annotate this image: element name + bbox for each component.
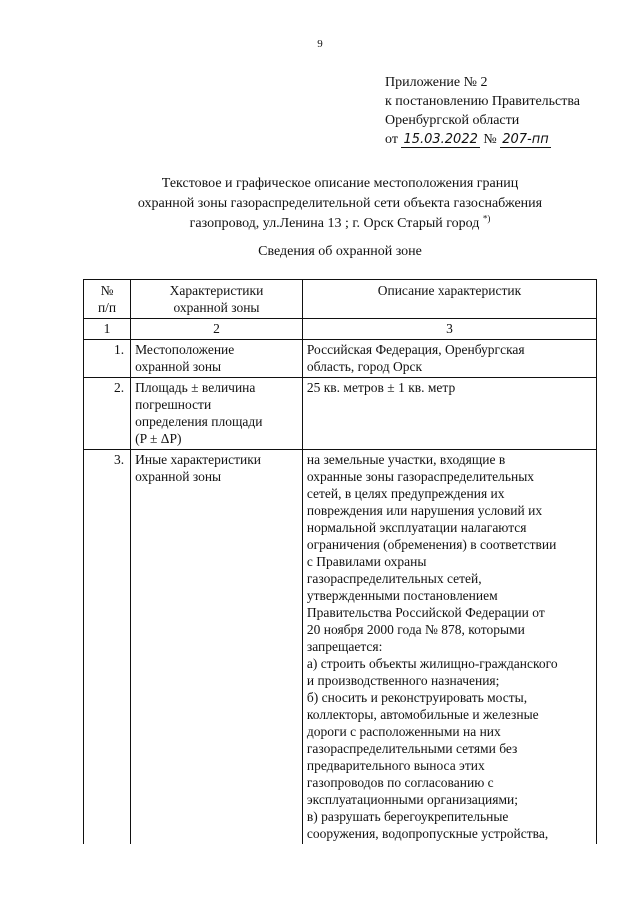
cell-line: эксплуатационными организациями; [306, 792, 518, 807]
header-number [84, 280, 131, 319]
cell-line: б) сносить и реконструировать мосты, [306, 690, 528, 705]
cell-line: газораспределительных сетей, [306, 571, 482, 586]
appendix-date: 15.03.2022 [403, 132, 478, 147]
cell-line: охранной зоны [135, 359, 222, 374]
appendix-block [385, 73, 580, 149]
cell-line: (P ± ΔP) [135, 431, 182, 446]
cell-line: утвержденными постановлением [306, 588, 498, 603]
title-line-3-text: газопровод, ул.Ленина 13 ; г. Орск Старый город [189, 216, 480, 231]
index-cell: 3 [302, 319, 596, 340]
cell-line: нормальной эксплуатации налагаются [306, 520, 527, 535]
footnote-mark: *) [482, 213, 491, 224]
header-characteristics-line-2: охранной зоны [173, 300, 260, 315]
header-number-line-1: № [100, 283, 114, 298]
cell-line: 20 ноября 2000 года № 878, которыми [306, 622, 525, 637]
header-characteristics [131, 280, 303, 319]
cell-line: охранные зоны газораспределительных [306, 469, 535, 484]
table-index-row [84, 319, 597, 340]
cell-line: сооружения, водопропускные устройства, [306, 826, 549, 841]
page-number: 9 [317, 38, 323, 50]
cell-line: Площадь ± величина [135, 380, 256, 395]
cell-line: газораспределительными сетями без [306, 741, 518, 756]
cell-line: с Правилами охраны [306, 554, 427, 569]
cell-line: ограничения (обременения) в соответствии [306, 537, 557, 552]
title-line-2: охранной зоны газораспределительной сети объекта газоснабжения [137, 196, 543, 211]
row-number: 2. [84, 378, 131, 450]
cell-line: Иные характеристики [135, 452, 261, 467]
header-description: Описание характеристик [302, 280, 596, 319]
cell-line: а) строить объекты жилищно-гражданского [306, 656, 558, 671]
protection-zone-table [83, 279, 597, 844]
header-characteristics-line-1: Характеристики [169, 283, 264, 298]
cell-line: Местоположение [135, 342, 235, 357]
cell-line: запрещается: [306, 639, 383, 654]
cell-line: охранной зоны [135, 469, 222, 484]
cell-line: погрешности [135, 397, 212, 412]
cell-line: область, город Орск [306, 359, 423, 374]
cell-line: определения площади [135, 414, 263, 429]
cell-line: Правительства Российской Федерации от [306, 605, 545, 620]
cell-line: дороги с расположенными на них [306, 724, 501, 739]
cell-line: в) разрушать берегоукрепительные [306, 809, 509, 824]
table-row [84, 340, 597, 378]
index-cell: 1 [84, 319, 131, 340]
document-title [60, 174, 620, 234]
appendix-date-line [385, 130, 580, 149]
cell-line: и производственного назначения; [306, 673, 500, 688]
row-characteristic [131, 378, 303, 450]
cell-line: газопроводов по согласованию с [306, 775, 494, 790]
cell-line: Российская Федерация, Оренбургская [306, 342, 525, 357]
cell-line: сетей, в целях предупреждения их [306, 486, 505, 501]
row-number: 3. [84, 450, 131, 845]
appendix-number: 207-пп [502, 132, 549, 147]
row-number: 1. [84, 340, 131, 378]
table-row [84, 450, 597, 845]
appendix-from: от [385, 132, 398, 147]
row-description [302, 450, 596, 845]
row-characteristic [131, 450, 303, 845]
cell-line: предварительного выноса этих [306, 758, 485, 773]
appendix-resolution: к постановлению Правительства [385, 94, 581, 109]
row-description [302, 340, 596, 378]
table-header-row [84, 280, 597, 319]
index-cell: 2 [131, 319, 303, 340]
cell-line: коллекторы, автомобильные и железные [306, 707, 539, 722]
row-characteristic [131, 340, 303, 378]
appendix-title: Приложение № 2 [385, 75, 488, 90]
cell-line: на земельные участки, входящие в [306, 452, 506, 467]
appendix-number-sign: № [483, 132, 497, 147]
appendix-region: Оренбургской области [385, 113, 520, 128]
header-number-line-2: п/п [97, 300, 117, 315]
row-description [302, 378, 596, 450]
table-row [84, 378, 597, 450]
cell-line: 25 кв. метров ± 1 кв. метр [306, 380, 456, 395]
title-line-3 [60, 214, 620, 234]
cell-line: повреждения или нарушения условий их [306, 503, 543, 518]
section-subtitle: Сведения об охранной зоне [258, 244, 422, 259]
title-line-1: Текстовое и графическое описание местоположения границ [161, 176, 519, 191]
